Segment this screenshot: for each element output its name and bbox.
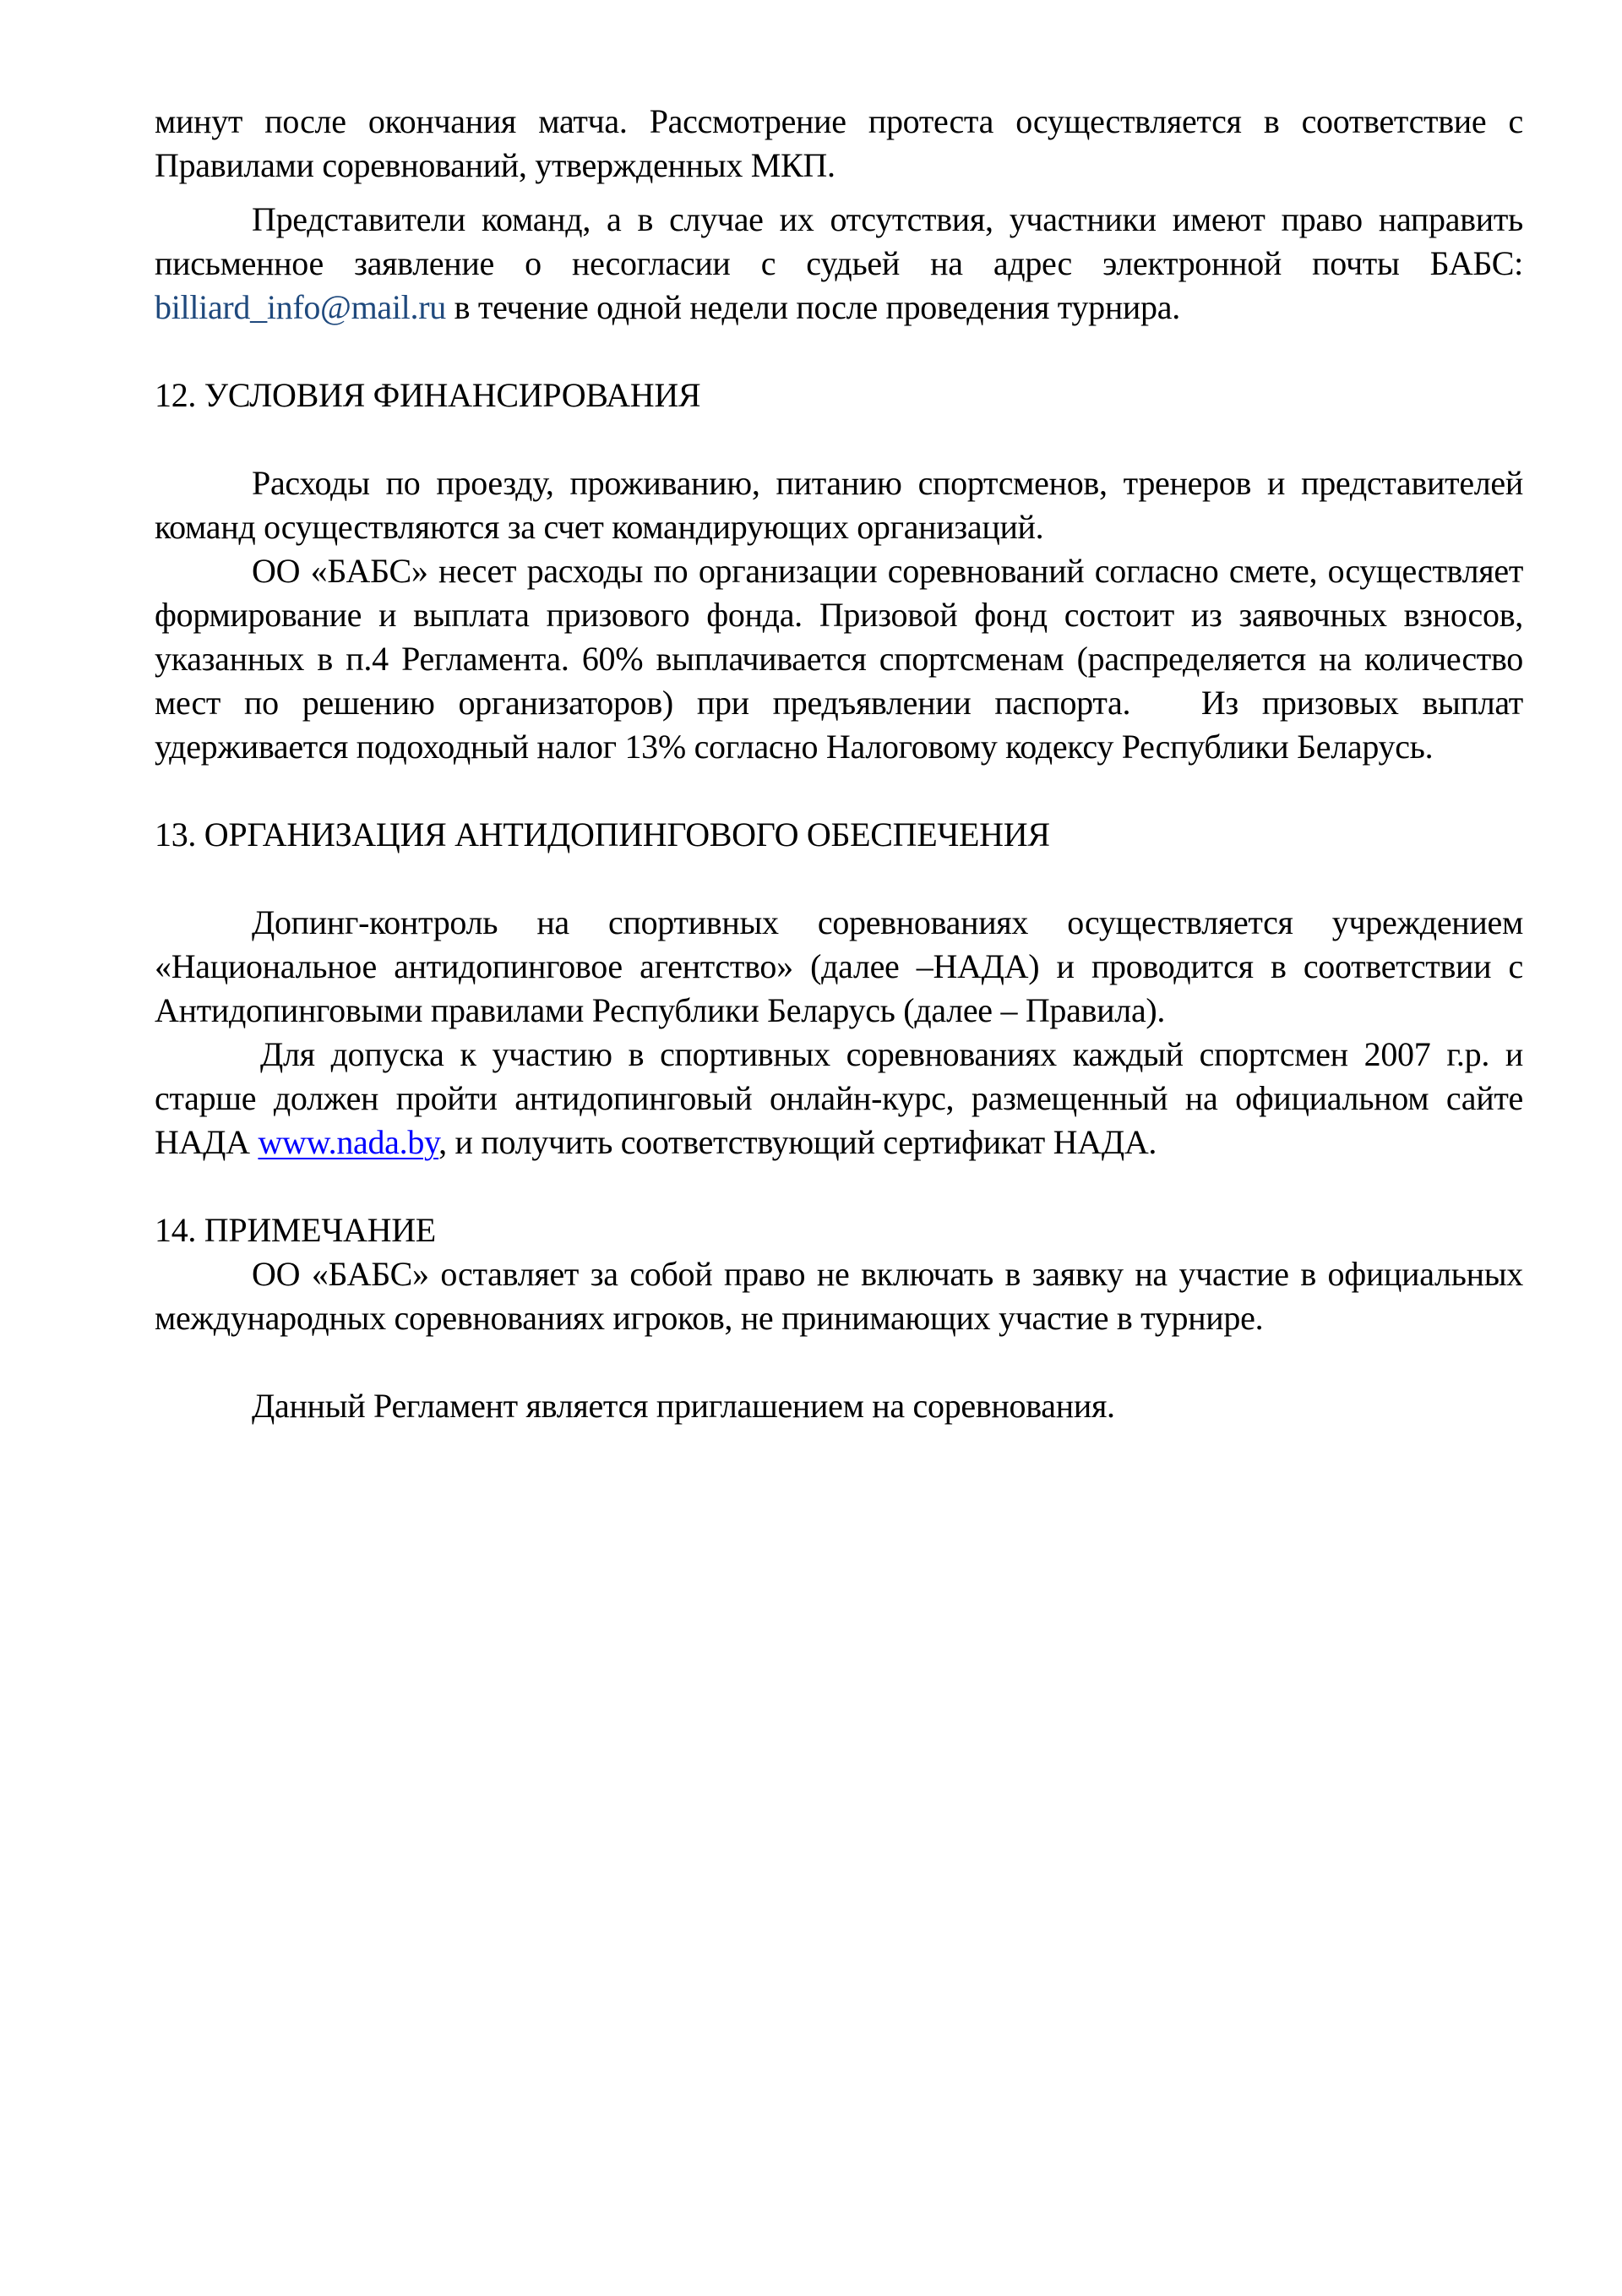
nada-website-link[interactable]: www.nada.by (258, 1123, 439, 1161)
spacer (155, 857, 1523, 901)
spacer (155, 417, 1523, 461)
section-heading-antidoping: 13. ОРГАНИЗАЦИЯ АНТИДОПИНГОВОГО ОБЕСПЕЧЕНИЯ (155, 815, 1050, 854)
protest-continuation-paragraph: минут после окончания матча. Рассмотрение протеста осуществляется в соответствие с Правилами соревнований, утвержденных МКП. (155, 102, 1523, 184)
note-paragraph: ОО «БАБС» оставляет за собой право не включать в заявку на участие в официальных международных соревнованиях игроков, не принимающих участие в турнире. (155, 1255, 1523, 1337)
section-heading-note: 14. ПРИМЕЧАНИЕ (155, 1211, 436, 1249)
closing-statement: Данный Регламент является приглашением на соревнования. (252, 1387, 1115, 1425)
representatives-text-before: Представители команд, а в случае их отсутствия, участники имеют право направить письменное заявление о несогласии с судьей на адрес электронной почты БАБС: (155, 200, 1523, 282)
antidoping-course-text-before: Для допуска к участию в спортивных соревнованиях каждый спортсмен 2007 г.р. и старше должен пройти антидопинговый онлайн-курс, размещенный на официальном сайте НАДА (155, 1035, 1523, 1161)
section-heading-financing: 12. УСЛОВИЯ ФИНАНСИРОВАНИЯ (155, 376, 701, 414)
representatives-paragraph (155, 198, 1523, 330)
document-page (155, 100, 1532, 1428)
spacer (155, 330, 1523, 374)
financing-paragraph-expenses: Расходы по проезду, проживанию, питанию спортсменов, тренеров и представителей команд осуществляются за счет командирующих организаций. (155, 464, 1523, 546)
email-address[interactable]: billiard_info@mail.ru (155, 288, 446, 326)
representatives-text-after: в течение одной недели после проведения турнира. (445, 288, 1180, 326)
spacer (155, 1164, 1523, 1208)
spacer (155, 188, 1523, 198)
antidoping-paragraph-control: Допинг-контроль на спортивных соревнованиях осуществляется учреждением «Национальное антидопинговое агентство» (далее –НАДА) и проводится в соответствии с Антидопинговыми правилами Республики Беларусь (далее – Правила). (155, 903, 1523, 1029)
spacer (155, 769, 1523, 813)
spacer (155, 1340, 1523, 1384)
antidoping-paragraph-course (155, 1033, 1523, 1164)
financing-paragraph-prize-fund: ОО «БАБС» несет расходы по организации соревнований согласно смете, осуществляет формирование и выплата призового фонда. Призовой фонд состоит из заявочных взносов, указанных в п.4 Регламента. 60% выплачивается спортсменам (распределяется на количество мест по решению организаторов) при предъявлении паспорта. Из призовых выплат удерживается подоходный налог 13% согласно Налоговому кодексу Республики Беларусь. (155, 552, 1532, 766)
antidoping-course-text-after: , и получить соответствующий сертификат НАДА. (438, 1123, 1157, 1161)
